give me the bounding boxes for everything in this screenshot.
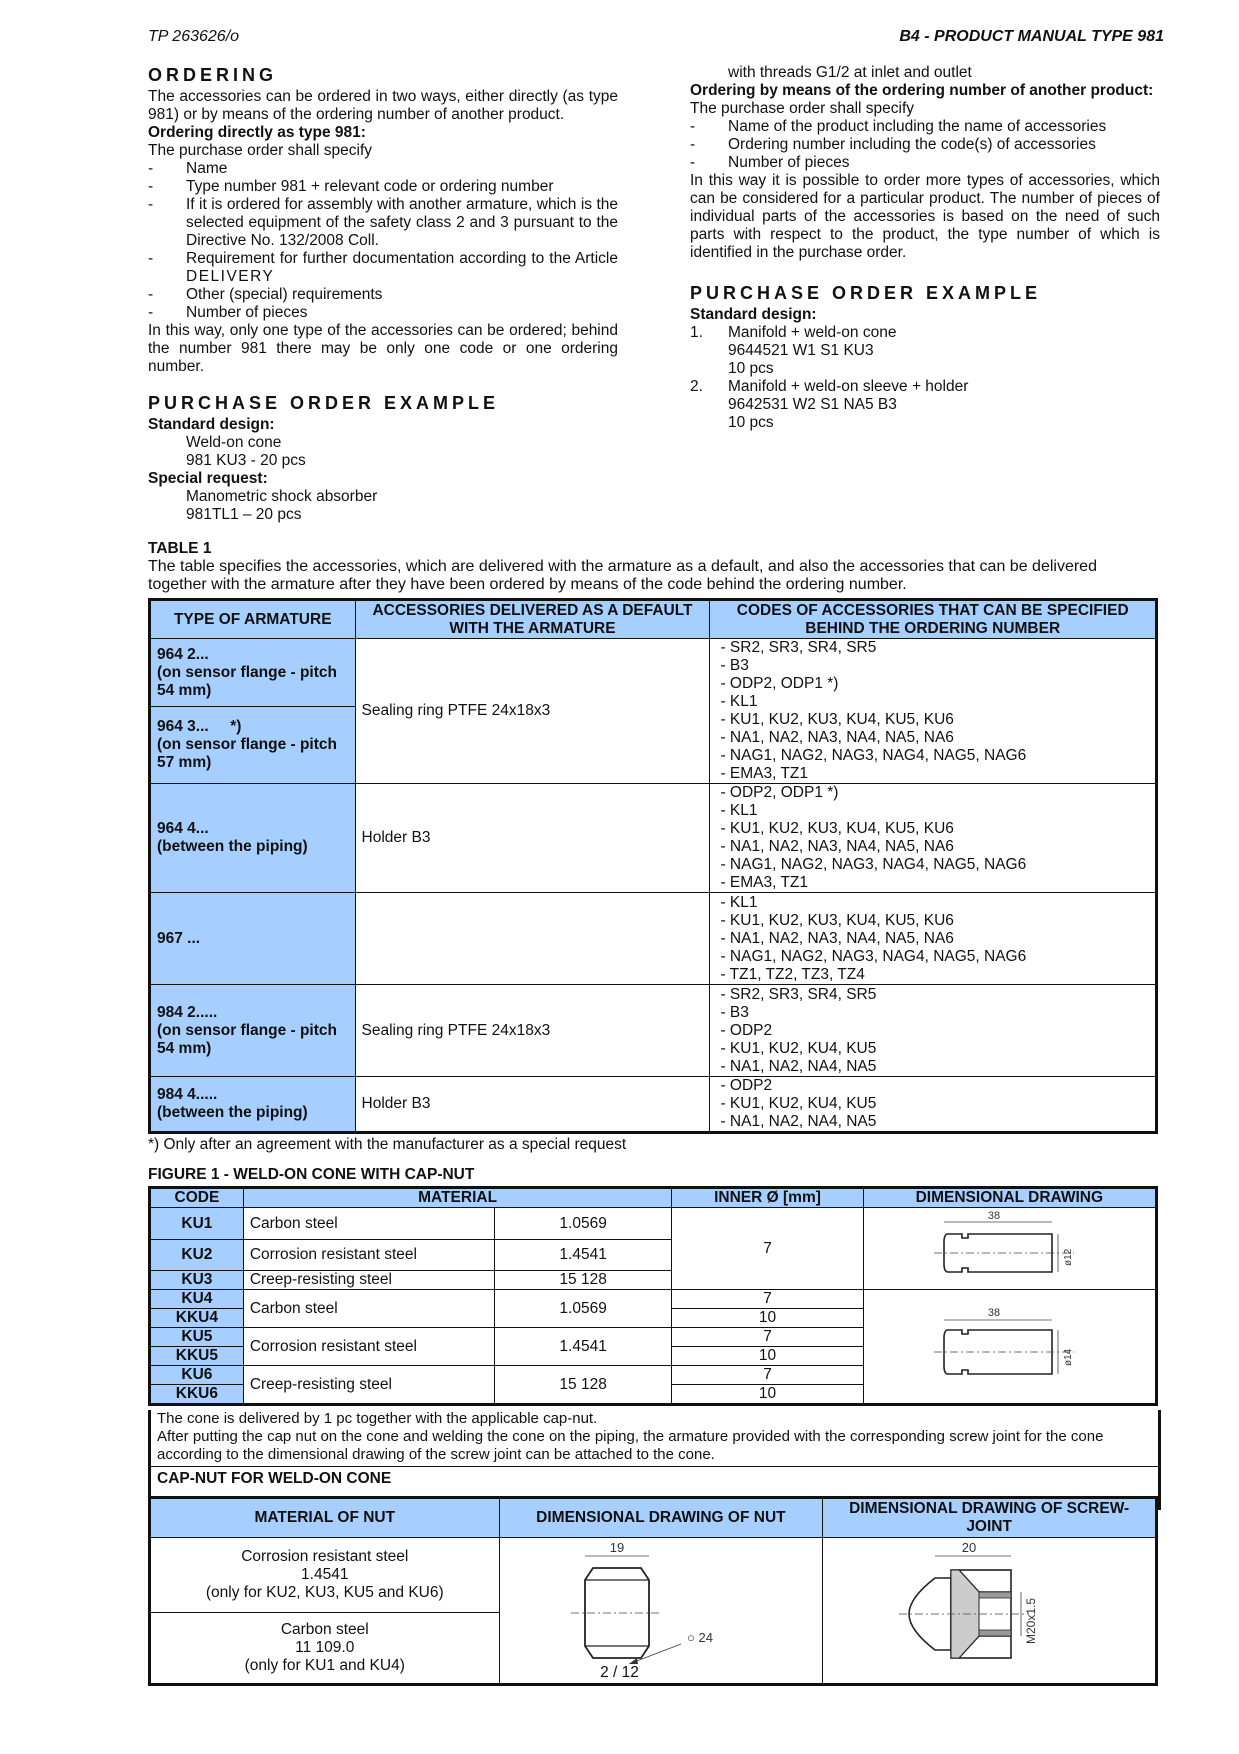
other-outro: In this way it is possible to order more types of accessories, which can be considered for a particular product. The number of pieces of individual parts of the accessories is based on the need of such parts with respect to the product, the type number of which is identified in the purchase order.: [690, 172, 1160, 261]
column-header: TYPE OF ARMATURE: [150, 600, 356, 639]
list-item: - Ordering number including the code(s) of accessories: [690, 136, 1160, 154]
cone-drawing-2: [863, 1290, 1156, 1405]
table-header-row: [150, 1188, 1157, 1208]
poe-right-title: PURCHASE ORDER EXAMPLE: [690, 283, 1042, 303]
default-accessory: Holder B3: [355, 784, 710, 893]
codes-cell: [710, 893, 1157, 985]
type-code: 964 3... *): [157, 718, 242, 736]
delivery-link: DELIVERY: [186, 268, 275, 285]
joint-thread-label: M20x1.5: [1024, 1597, 1039, 1644]
armature-type: [150, 985, 356, 1077]
material-cell: Corrosion resistant steel: [243, 1328, 494, 1366]
table-row: [150, 784, 1157, 893]
material-name: Carbon steel: [280, 1620, 369, 1638]
list-item: [690, 324, 1160, 378]
code-line: - B3: [720, 1003, 749, 1021]
code-cell: KKU5: [150, 1347, 244, 1366]
ordering-section: [148, 64, 618, 524]
armature-type: [150, 784, 356, 893]
ordering-section-right: [690, 64, 1160, 432]
material-cell: Carbon steel: [243, 1290, 494, 1328]
poe-left-title: PURCHASE ORDER EXAMPLE: [148, 393, 500, 413]
code-line: - KL1: [720, 693, 758, 710]
material-note: (only for KU2, KU3, KU5 and KU6): [205, 1583, 444, 1601]
direct-outro: In this way, only one type of the accessories can be ordered; behind the number 981 there may be only one code or one ordering number.: [148, 322, 618, 375]
default-accessory: Sealing ring PTFE 24x18x3: [355, 639, 710, 784]
table-row: [150, 985, 1157, 1077]
item-number: 2.: [690, 378, 703, 395]
inner-dia-cell: 10: [672, 1385, 863, 1405]
armature-type: [150, 639, 356, 707]
direct-specify: The purchase order shall specify: [148, 142, 373, 159]
material-grade: 11 109.0: [295, 1638, 355, 1656]
other-heading: Ordering by means of the ordering number of another product:: [690, 82, 1154, 99]
nut-dim-top: 19: [609, 1540, 625, 1555]
accessories-table: [148, 598, 1158, 1134]
type-code: 964 4...: [157, 820, 209, 837]
code-cell: KKU6: [150, 1385, 244, 1405]
material-cell: Corrosion resistant steel: [243, 1240, 494, 1270]
poe-left-special-line: 981TL1 – 20 pcs: [186, 506, 302, 523]
code-line: - ODP2: [720, 1021, 773, 1039]
code-line: - SR2, SR3, SR4, SR5: [720, 639, 877, 656]
type-desc: (on sensor flange - pitch 54 mm): [157, 663, 337, 699]
dim-dia-label: ø12: [1063, 1248, 1075, 1266]
other-list: [690, 118, 1160, 172]
grade-cell: 15 128: [494, 1366, 671, 1405]
nut-drawing-cell: [499, 1538, 823, 1685]
weld-on-cone-table: [148, 1186, 1158, 1406]
note-line: The cone is delivered by 1 pc together with the applicable cap-nut.: [157, 1410, 598, 1427]
poe-right-std-heading: Standard design:: [690, 306, 817, 323]
type-code: 984 2.....: [157, 1003, 218, 1021]
type-code: 964 2...: [157, 645, 209, 663]
list-item: - Number of pieces: [690, 154, 1160, 172]
grade-cell: 15 128: [494, 1270, 671, 1289]
table-row: [150, 893, 1157, 985]
code-cell: KU2: [150, 1240, 244, 1270]
grade-cell: 1.0569: [494, 1290, 671, 1328]
column-header: DIMENSIONAL DRAWING OF NUT: [499, 1498, 823, 1538]
poe-left-special-line: Manometric shock absorber: [186, 488, 378, 505]
material-name: Corrosion resistant steel: [241, 1547, 409, 1565]
list-item: [148, 250, 618, 286]
table-header-row: [150, 600, 1157, 639]
code-line: - TZ1, TZ2, TZ3, TZ4: [720, 965, 865, 983]
code-line: - NA1, NA2, NA3, NA4, NA5, NA6: [720, 838, 954, 855]
table1-label: TABLE 1: [148, 540, 212, 557]
inner-dia-cell: 7: [672, 1290, 863, 1309]
ordering-title: ORDERING: [148, 65, 278, 85]
item-line: 10 pcs: [728, 360, 774, 377]
cone-notes: [148, 1410, 1161, 1510]
code-line: - B3: [720, 657, 749, 674]
item-line: Manifold + weld-on sleeve + holder: [728, 378, 969, 395]
material-cell: Creep-resisting steel: [243, 1270, 494, 1289]
code-line: - EMA3, TZ1: [720, 874, 809, 891]
column-header: DIMENSIONAL DRAWING OF SCREW-JOINT: [823, 1498, 1157, 1538]
cap-nut-table: [148, 1496, 1158, 1686]
inner-dia-cell: 7: [672, 1328, 863, 1347]
code-line: - KL1: [720, 893, 758, 911]
code-cell: KU4: [150, 1290, 244, 1309]
poe-left-std-line: Weld-on cone: [186, 434, 282, 451]
code-line: - NAG1, NAG2, NAG3, NAG4, NAG5, NAG6: [720, 856, 1027, 873]
code-line: - ODP2, ODP1 *): [720, 675, 839, 692]
document-code: TP 263626/o: [148, 28, 240, 45]
column-header: CODES OF ACCESSORIES THAT CAN BE SPECIFIED BEHIND THE ORDERING NUMBER: [710, 600, 1157, 639]
dim-dia-label: ø14: [1063, 1348, 1075, 1366]
list-item: - Other (special) requirements: [148, 286, 618, 304]
list-item: - Type number 981 + relevant code or ordering number: [148, 178, 618, 196]
type-desc: (on sensor flange - pitch 54 mm): [157, 1021, 337, 1057]
code-line: - NAG1, NAG2, NAG3, NAG4, NAG5, NAG6: [720, 747, 1027, 764]
code-line: - ODP2: [720, 1077, 773, 1094]
armature-type: 967 ...: [150, 893, 356, 985]
inner-dia-cell: 7: [672, 1366, 863, 1385]
inner-dia-cell: 10: [672, 1309, 863, 1328]
default-accessory: [355, 893, 710, 985]
code-line: - ODP2, ODP1 *): [720, 784, 839, 801]
column-header: MATERIAL: [243, 1188, 672, 1208]
note-line: After putting the cap nut on the cone and welding the cone on the piping, the armature provided with the corresponding screw joint for the cone according to the dimensional drawing of the screw joint can be attached to the cone.: [157, 1428, 1104, 1463]
grade-cell: 1.4541: [494, 1240, 671, 1270]
cap-nut-drawing: [511, 1538, 811, 1678]
column-header: DIMENSIONAL DRAWING: [863, 1188, 1156, 1208]
grade-cell: 1.4541: [494, 1328, 671, 1366]
item-line: 9644521 W1 S1 KU3: [728, 342, 874, 359]
inner-dia-cell: 7: [672, 1208, 863, 1290]
figure1-label: FIGURE 1 - WELD-ON CONE WITH CAP-NUT: [148, 1166, 475, 1183]
list-item: - Name: [148, 160, 618, 178]
nut-dim-side: ○ 24: [686, 1630, 713, 1645]
list-item: - If it is ordered for assembly with another armature, which is the selected equipment of the safety class 2 and 3 pursuant to the Directive No. 132/2008 Coll.: [148, 196, 618, 250]
default-accessory: Holder B3: [355, 1077, 710, 1133]
table-row: [150, 1077, 1157, 1133]
code-line: - EMA3, TZ1: [720, 765, 809, 782]
type-desc: (between the piping): [157, 1104, 308, 1121]
poe-left-std-heading: Standard design:: [148, 416, 275, 433]
poe-left-special-heading: Special request:: [148, 470, 268, 487]
code-line: - NA1, NA2, NA3, NA4, NA5, NA6: [720, 929, 954, 947]
list-item: - Name of the product including the name of accessories: [690, 118, 1160, 136]
item-line: 10 pcs: [728, 414, 774, 431]
code-line: - KU1, KU2, KU3, KU4, KU5, KU6: [720, 711, 954, 728]
codes-cell: [710, 784, 1157, 893]
code-line: - NAG1, NAG2, NAG3, NAG4, NAG5, NAG6: [720, 947, 1027, 965]
code-line: - KU1, KU2, KU4, KU5: [720, 1039, 877, 1057]
codes-cell: [710, 639, 1157, 784]
screw-joint-drawing: [839, 1538, 1139, 1678]
list-item: - Number of pieces: [148, 304, 618, 322]
code-line: - SR2, SR3, SR4, SR5: [720, 985, 877, 1003]
armature-type: [150, 707, 356, 784]
code-cell: KU1: [150, 1208, 244, 1240]
type-code: 984 4.....: [157, 1086, 218, 1103]
direct-heading: Ordering directly as type 981:: [148, 124, 366, 141]
table-row: [150, 639, 1157, 707]
page-number: 2 / 12: [600, 1664, 639, 1681]
ordering-intro: The accessories can be ordered in two ways, either directly (as type 981) or by means of the ordering number of another product.: [148, 88, 618, 123]
table-row: [150, 1208, 1157, 1240]
continued-line: with threads G1/2 at inlet and outlet: [728, 64, 972, 81]
weld-on-cone-drawing: [934, 1208, 1084, 1284]
code-line: - KU1, KU2, KU3, KU4, KU5, KU6: [720, 911, 954, 929]
column-header: INNER Ø [mm]: [672, 1188, 863, 1208]
code-line: - KL1: [720, 802, 758, 819]
column-header: MATERIAL OF NUT: [150, 1498, 500, 1538]
code-line: - KU1, KU2, KU3, KU4, KU5, KU6: [720, 820, 954, 837]
table1-desc: The table specifies the accessories, which are delivered with the armature as a default, and also the accessories that can be delivered together with the armature after they have been ordered by means of the code behind the ordering number.: [148, 558, 1097, 593]
table1-footnote: *) Only after an agreement with the manufacturer as a special request: [148, 1136, 627, 1153]
poe-right-list: [690, 324, 1160, 432]
code-cell: KKU4: [150, 1309, 244, 1328]
material-cell: Creep-resisting steel: [243, 1366, 494, 1405]
code-cell: KU5: [150, 1328, 244, 1347]
dim-length-label: 38: [988, 1307, 1001, 1319]
joint-dim-top: 20: [961, 1540, 977, 1555]
grade-cell: 1.0569: [494, 1208, 671, 1240]
joint-drawing-cell: [823, 1538, 1157, 1685]
capnut-label: CAP-NUT FOR WELD-ON CONE: [157, 1470, 392, 1487]
code-cell: KU6: [150, 1366, 244, 1385]
table-row: [150, 1290, 1157, 1309]
code-line: - NA1, NA2, NA4, NA5: [720, 1113, 877, 1130]
table-row: [150, 1538, 1157, 1613]
type-desc: (between the piping): [157, 838, 308, 855]
dim-length-label: 38: [988, 1210, 1001, 1222]
column-header: CODE: [150, 1188, 244, 1208]
table-header-row: [150, 1498, 1157, 1538]
poe-left-std-line: 981 KU3 - 20 pcs: [186, 452, 306, 469]
direct-list: [148, 160, 618, 322]
item-number: 1.: [690, 324, 703, 341]
document-title: B4 - PRODUCT MANUAL TYPE 981: [899, 28, 1164, 45]
other-specify: The purchase order shall specify: [690, 100, 915, 117]
list-item-text: Requirement for further documentation according to the Article: [186, 250, 618, 267]
material-grade: 1.4541: [301, 1565, 349, 1583]
default-accessory: Sealing ring PTFE 24x18x3: [355, 985, 710, 1077]
material-cell: Carbon steel: [243, 1208, 494, 1240]
weld-on-cone-long-drawing: [934, 1296, 1084, 1392]
codes-cell: [710, 985, 1157, 1077]
code-line: - NA1, NA2, NA4, NA5: [720, 1057, 877, 1075]
material-note: (only for KU1 and KU4): [244, 1656, 405, 1674]
inner-dia-cell: 10: [672, 1347, 863, 1366]
codes-cell: [710, 1077, 1157, 1133]
column-header: ACCESSORIES DELIVERED AS A DEFAULT WITH THE ARMATURE: [355, 600, 710, 639]
item-line: 9642531 W2 S1 NA5 B3: [728, 396, 897, 413]
type-desc: (on sensor flange - pitch 57 mm): [157, 736, 337, 772]
code-line: - KU1, KU2, KU4, KU5: [720, 1095, 877, 1112]
nut-material: [150, 1538, 500, 1613]
cone-drawing-1: [863, 1208, 1156, 1290]
item-line: Manifold + weld-on cone: [728, 324, 897, 341]
list-item: [690, 378, 1160, 432]
armature-type: [150, 1077, 356, 1133]
code-line: - NA1, NA2, NA3, NA4, NA5, NA6: [720, 729, 954, 746]
code-cell: KU3: [150, 1270, 244, 1289]
